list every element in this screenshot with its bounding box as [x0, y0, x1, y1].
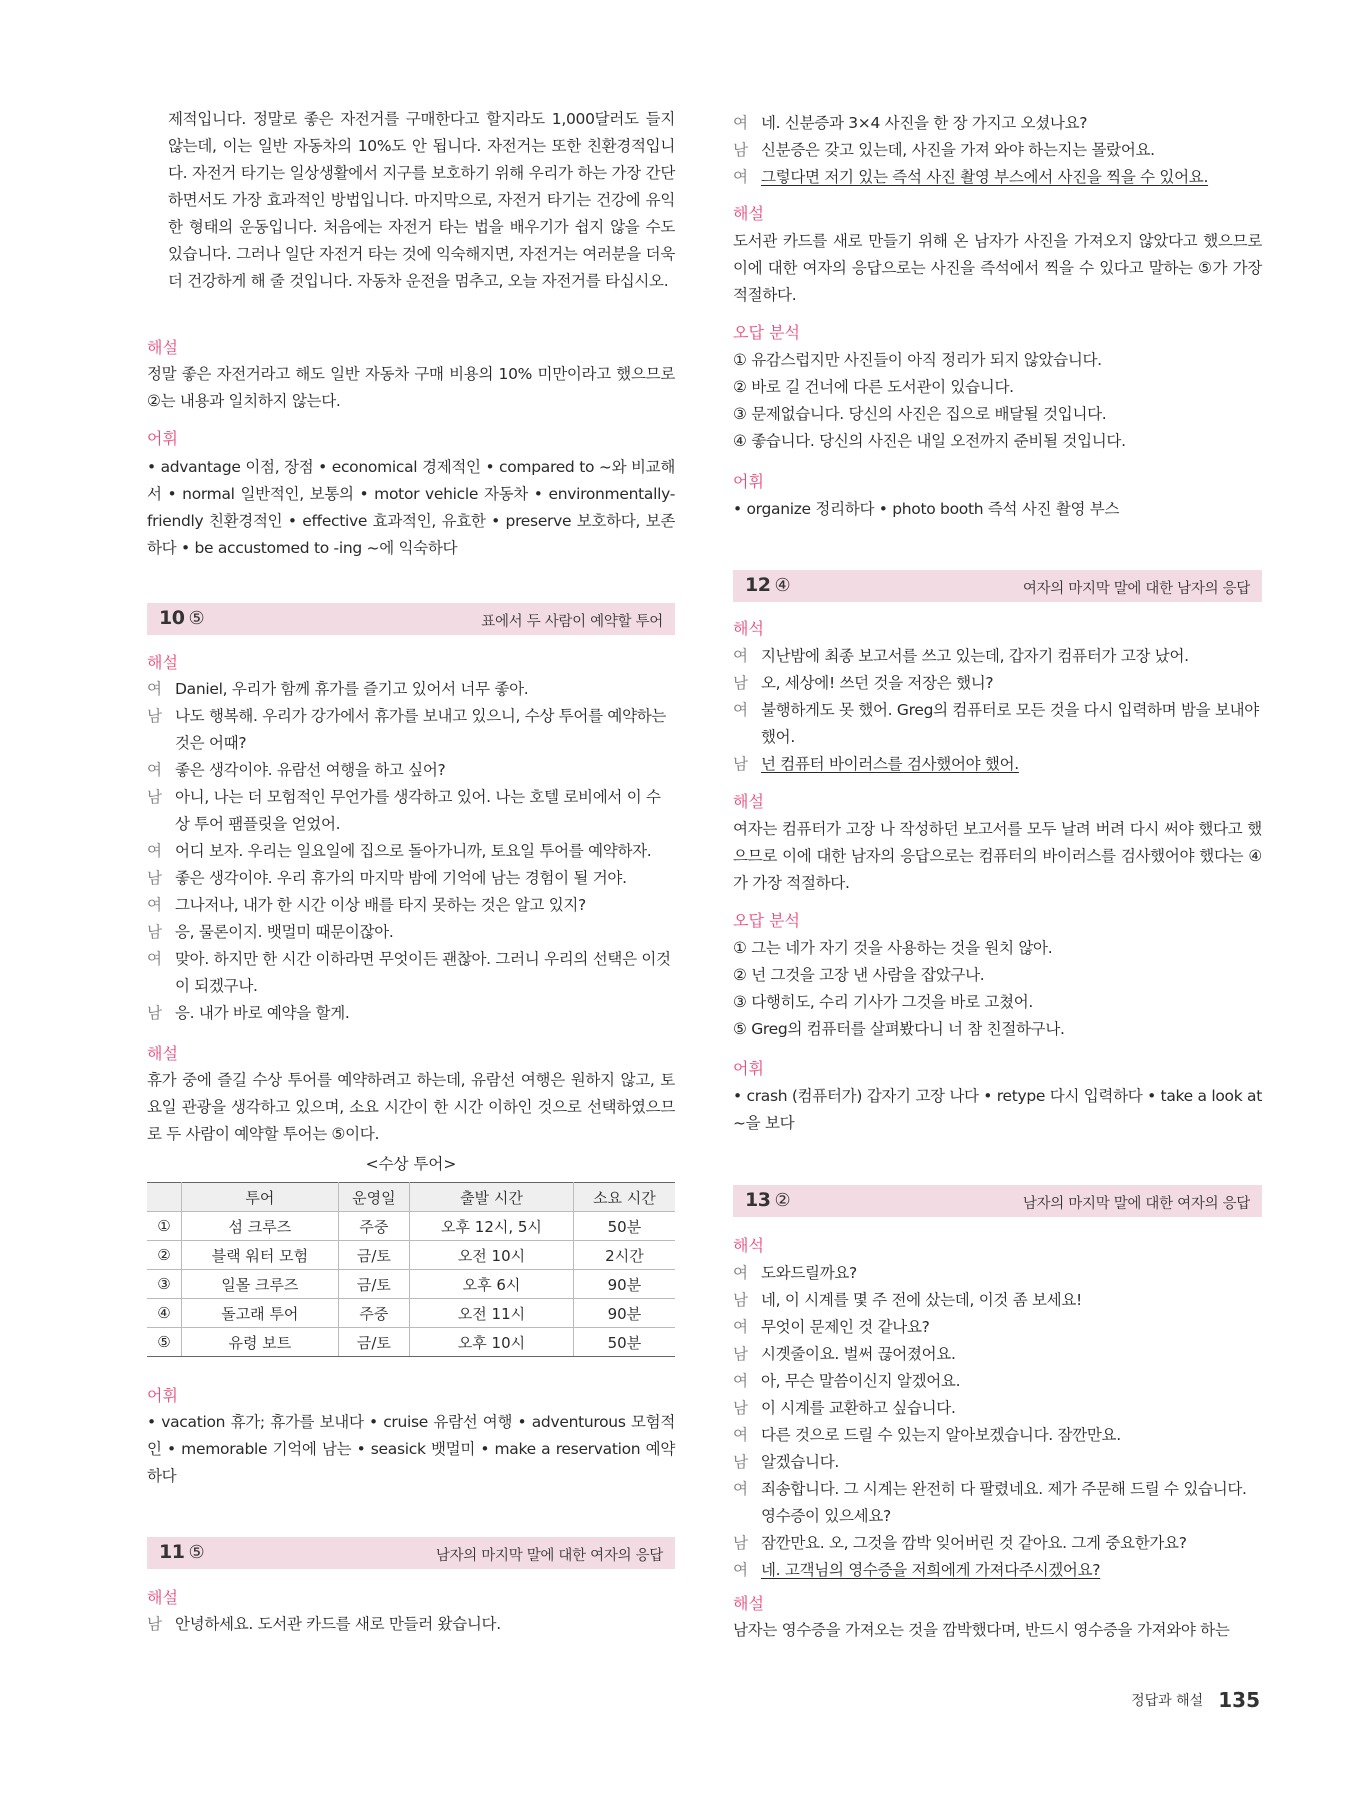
speaker-label: 여 [733, 1264, 748, 1282]
q12-header-bar [733, 570, 1262, 602]
q9-explain-text: 정말 좋은 자전거라고 해도 일반 자동차 구매 비용의 10% 미만이라고 했으므로 ②는 내용과 일치하지 않는다. [147, 365, 675, 410]
q9-explain-heading: 해설 [147, 338, 178, 357]
dialogue-line [733, 1314, 1262, 1341]
speaker-label: 여 [147, 950, 162, 968]
speaker-label: 남 [147, 923, 162, 941]
tour-table-cell: 일몰 크루즈 [182, 1270, 339, 1299]
dialogue-text: 신분증은 갖고 있는데, 사진을 가져 와야 하는지는 몰랐어요. [761, 141, 1155, 159]
q12-wrong-options [733, 935, 1262, 1043]
tour-table-cell: 오전 11시 [410, 1299, 574, 1328]
tour-table-row [147, 1299, 675, 1328]
speaker-label: 여 [733, 1480, 748, 1498]
dialogue-line [147, 946, 675, 1000]
dialogue-line [733, 643, 1262, 670]
speaker-label: 남 [733, 755, 748, 773]
speaker-label: 남 [733, 1453, 748, 1471]
dialogue-line [733, 1395, 1262, 1422]
tour-table-cell: 금/토 [338, 1328, 409, 1357]
q9-vocab-heading: 어휘 [147, 429, 178, 448]
tour-table-body [147, 1212, 675, 1357]
q11-wrong-heading: 오답 분석 [733, 323, 800, 342]
speaker-label: 여 [733, 647, 748, 665]
q11-vocab-heading: 어휘 [733, 472, 764, 491]
q11-topic: 남자의 마지막 말에 대한 여자의 응답 [435, 1548, 663, 1564]
dialogue-text: 좋은 생각이야. 우리 휴가의 마지막 밤에 기억에 남는 경험이 될 거야. [175, 869, 627, 887]
tour-table-row [147, 1212, 675, 1241]
dialogue-line [733, 1368, 1262, 1395]
dialogue-line [147, 757, 675, 784]
tour-table-row [147, 1241, 675, 1270]
tour-table-cell: 오후 6시 [410, 1270, 574, 1299]
tour-table-cell: 2시간 [573, 1241, 675, 1270]
tour-table-header: 운영일 [338, 1183, 409, 1212]
dialogue-line [733, 137, 1262, 164]
dialogue-line [147, 1000, 675, 1027]
q10-vocab-text: • vacation 휴가; 휴가를 보내다 • cruise 유람선 여행 • adventurous 모험적인 • memorable 기억에 남는 • seasick 뱃멀미 • make a reservation 예약하다 [147, 1413, 675, 1485]
dialogue-text: 도와드릴까요? [761, 1264, 857, 1282]
page-number: 135 [1218, 1688, 1260, 1712]
q11-translation-heading: 해설 [147, 1588, 178, 1607]
dialogue-text: 그렇다면 저기 있는 즉석 사진 촬영 부스에서 사진을 찍을 수 있어요. [761, 168, 1209, 186]
tour-table-cell: ⑤ [147, 1328, 182, 1357]
speaker-label: 여 [733, 168, 748, 186]
dialogue-text: Daniel, 우리가 함께 휴가를 즐기고 있어서 너무 좋아. [175, 680, 529, 698]
dialogue-line [147, 784, 675, 838]
q10-answer: ⑤ [188, 608, 205, 629]
tour-table-cell: 50분 [573, 1212, 675, 1241]
q10-number: 10 ⑤ [159, 607, 205, 629]
speaker-label: 남 [147, 707, 162, 725]
intro-paragraph: 제적입니다. 정말로 좋은 자전거를 구매한다고 할지라도 1,000달러도 들지 않는데, 이는 일반 자동차의 10%도 안 됩니다. 자전거는 또한 친환경적입니다. 자전거 타기는 일상생활에서 지구를 보호하기 위해 우리가 하는 가장 간단하면서도 가장 효과적인 방법입니다. 마지막으로, 자전거 타기는 건강에 유익한 형태의 운동입니다. 처음에는 자전거 타는 법을 배우기가 쉽지 않을 수도 있습니다. 그러나 일단 자전거 타는 것에 익숙해지면, 자전거는 여러분을 더욱더 건강하게 해 줄 것입니다. 자동차 운전을 멈추고, 오늘 자전거를 타십시오. [168, 110, 675, 290]
dialogue-line [733, 1449, 1262, 1476]
tour-table [147, 1182, 675, 1357]
speaker-label: 남 [733, 1534, 748, 1552]
q9-vocab-text: • advantage 이점, 장점 • economical 경제적인 • compared to ~와 비교해서 • normal 일반적인, 보통의 • motor vehicle 자동차 • environmentally-friendly 친환경적인 • effective 효과적인, 유효한 • preserve 보호하다, 보존하다 • be accustomed to -ing ~에 익숙하다 [147, 458, 675, 557]
speaker-label: 남 [733, 1399, 748, 1417]
speaker-label: 여 [733, 701, 748, 719]
wrong-option: ⑤ Greg의 컴퓨터를 살펴봤다니 너 참 친절하구나. [733, 1020, 1065, 1038]
q10-vocab-heading: 어휘 [147, 1386, 178, 1405]
dialogue-text: 네. 고객님의 영수증을 저희에게 가져다주시겠어요? [761, 1561, 1101, 1579]
q11-explain-heading: 해설 [733, 204, 764, 223]
q12-vocab-text: • crash (컴퓨터가) 갑자기 고장 나다 • retype 다시 입력하다 • take a look at ~을 보다 [733, 1087, 1262, 1132]
wrong-option: ② 바로 길 건너에 다른 도서관이 있습니다. [733, 378, 1014, 396]
dialogue-line [733, 1557, 1262, 1584]
speaker-label: 여 [733, 1426, 748, 1444]
dialogue-line [733, 110, 1262, 137]
q10-translation-heading: 해설 [147, 653, 178, 672]
q11-dialogue [147, 1611, 675, 1638]
dialogue-text: 응. 내가 바로 예약을 할게. [175, 1004, 350, 1022]
speaker-label: 여 [733, 1318, 748, 1336]
speaker-label: 남 [147, 869, 162, 887]
wrong-option: ③ 문제없습니다. 당신의 사진은 집으로 배달될 것입니다. [733, 405, 1107, 423]
q13-answer: ② [774, 1190, 791, 1211]
tour-table-cell: 오후 12시, 5시 [410, 1212, 574, 1241]
tour-table-cell: ② [147, 1241, 182, 1270]
tour-table-caption: <수상 투어> [365, 1155, 457, 1173]
dialogue-line [733, 1476, 1262, 1530]
wrong-option: ① 유감스럽지만 사진들이 아직 정리가 되지 않았습니다. [733, 351, 1102, 369]
dialogue-line [733, 670, 1262, 697]
q12-wrong-heading: 오답 분석 [733, 911, 800, 930]
dialogue-text: 넌 컴퓨터 바이러스를 검사했어야 했어. [761, 755, 1019, 773]
q11-wrong-options [733, 347, 1262, 455]
speaker-label: 여 [147, 680, 162, 698]
q10-header-bar [147, 603, 675, 635]
q10-dialogue [147, 676, 675, 1027]
q12-translation-heading: 해석 [733, 619, 764, 638]
dialogue-text: 나도 행복해. 우리가 강가에서 휴가를 보내고 있으니, 수상 투어를 예약하는 것은 어때? [175, 707, 667, 752]
speaker-label: 여 [147, 761, 162, 779]
dialogue-text: 좋은 생각이야. 유람선 여행을 하고 싶어? [175, 761, 446, 779]
dialogue-line [147, 838, 675, 865]
dialogue-text: 맞아. 하지만 한 시간 이하라면 무엇이든 괜찮아. 그러니 우리의 선택은 이것이 되겠구나. [175, 950, 671, 995]
q13-explain-heading: 해설 [733, 1594, 764, 1613]
speaker-label: 여 [147, 842, 162, 860]
page-footer [1130, 1688, 1260, 1712]
q12-explain-heading: 해설 [733, 792, 764, 811]
dialogue-text: 알겠습니다. [761, 1453, 839, 1471]
speaker-label: 남 [147, 1615, 162, 1633]
tour-table-header: 출발 시간 [410, 1183, 574, 1212]
speaker-label: 남 [733, 1291, 748, 1309]
tour-table-header: 투어 [182, 1183, 339, 1212]
q12-answer: ④ [774, 575, 791, 596]
tour-table-cell: 주중 [338, 1299, 409, 1328]
dialogue-line [147, 703, 675, 757]
tour-table-cell: 블랙 워터 모험 [182, 1241, 339, 1270]
dialogue-line [733, 1422, 1262, 1449]
wrong-option: ① 그는 네가 자기 것을 사용하는 것을 원치 않아. [733, 939, 1053, 957]
dialogue-line [147, 1611, 675, 1638]
dialogue-text: 안녕하세요. 도서관 카드를 새로 만들러 왔습니다. [175, 1615, 501, 1633]
speaker-label: 여 [147, 896, 162, 914]
tour-table-cell: 유령 보트 [182, 1328, 339, 1357]
tour-table-header-row [147, 1183, 675, 1212]
tour-table-cell: 90분 [573, 1270, 675, 1299]
tour-table-row [147, 1328, 675, 1357]
dialogue-line [733, 1530, 1262, 1557]
q12-number: 12 ④ [745, 574, 791, 596]
dialogue-text: 네. 신분증과 3×4 사진을 한 장 가지고 오셨나요? [761, 114, 1088, 132]
dialogue-text: 이 시계를 교환하고 싶습니다. [761, 1399, 956, 1417]
dialogue-text: 아, 무슨 말씀이신지 알겠어요. [761, 1372, 961, 1390]
speaker-label: 남 [147, 788, 162, 806]
wrong-option: ④ 좋습니다. 당신의 사진은 내일 오전까지 준비될 것입니다. [733, 432, 1126, 450]
dialogue-text: 네, 이 시계를 몇 주 전에 샀는데, 이것 좀 보세요! [761, 1291, 1082, 1309]
tour-table-cell: ③ [147, 1270, 182, 1299]
tour-table-row [147, 1270, 675, 1299]
dialogue-text: 잠깐만요. 오, 그것을 깜박 잊어버린 것 같아요. 그게 중요한가요? [761, 1534, 1187, 1552]
tour-table-cell: 주중 [338, 1212, 409, 1241]
dialogue-text: 어디 보자. 우리는 일요일에 집으로 돌아가니까, 토요일 투어를 예약하자. [175, 842, 652, 860]
dialogue-text: 그나저나, 내가 한 시간 이상 배를 타지 못하는 것은 알고 있지? [175, 896, 586, 914]
tour-table-cell: 금/토 [338, 1241, 409, 1270]
dialogue-text: 응, 물론이지. 뱃멀미 때문이잖아. [175, 923, 394, 941]
wrong-option: ② 넌 그것을 고장 낸 사람을 잡았구나. [733, 966, 985, 984]
dialogue-text: 불행하게도 못 했어. Greg의 컴퓨터로 모든 것을 다시 입력하며 밤을 보내야 했어. [761, 701, 1259, 746]
dialogue-line [733, 1287, 1262, 1314]
dialogue-text: 죄송합니다. 그 시계는 완전히 다 팔렸네요. 제가 주문해 드릴 수 있습니다. 영수증이 있으세요? [761, 1480, 1247, 1525]
q13-topic: 남자의 마지막 말에 대한 여자의 응답 [1022, 1196, 1250, 1212]
dialogue-text: 시곗줄이요. 벌써 끊어졌어요. [761, 1345, 956, 1363]
q11-vocab-text: • organize 정리하다 • photo booth 즉석 사진 촬영 부스 [733, 500, 1120, 518]
speaker-label: 남 [733, 674, 748, 692]
dialogue-line [147, 892, 675, 919]
dialogue-line [733, 751, 1262, 778]
tour-table-header: 소요 시간 [573, 1183, 675, 1212]
dialogue-line [733, 697, 1262, 751]
tour-table-cell: 섬 크루즈 [182, 1212, 339, 1241]
tour-table-cell: 돌고래 투어 [182, 1299, 339, 1328]
dialogue-text: 아니, 나는 더 모험적인 무언가를 생각하고 있어. 나는 호텔 로비에서 이 수상 투어 팸플릿을 얻었어. [175, 788, 661, 833]
dialogue-line [733, 1260, 1262, 1287]
q11-dialogue-continued [733, 110, 1262, 191]
q11-header-bar [147, 1537, 675, 1569]
dialogue-line [147, 865, 675, 892]
speaker-label: 여 [733, 1561, 748, 1579]
dialogue-line [147, 676, 675, 703]
dialogue-line [733, 164, 1262, 191]
dialogue-line [147, 919, 675, 946]
q10-topic: 표에서 두 사람이 예약할 투어 [481, 614, 663, 630]
tour-table-cell: ④ [147, 1299, 182, 1328]
tour-table-cell: 90분 [573, 1299, 675, 1328]
speaker-label: 남 [147, 1004, 162, 1022]
q12-explain-text: 여자는 컴퓨터가 고장 나 작성하던 보고서를 모두 날려 버려 다시 써야 했다고 했으므로 이에 대한 남자의 응답으로는 컴퓨터의 바이러스를 검사했어야 했다는 ④가 가장 적절하다. [733, 820, 1262, 892]
q12-vocab-heading: 어휘 [733, 1059, 764, 1078]
tour-table-cell: 오후 10시 [410, 1328, 574, 1357]
speaker-label: 남 [733, 1345, 748, 1363]
q10-explain-heading: 해설 [147, 1044, 178, 1063]
speaker-label: 여 [733, 114, 748, 132]
q11-answer: ⑤ [188, 1542, 205, 1563]
q11-number: 11 ⑤ [159, 1541, 205, 1563]
wrong-option: ③ 다행히도, 수리 기사가 그것을 바로 고쳤어. [733, 993, 1034, 1011]
speaker-label: 여 [733, 1372, 748, 1390]
q13-header-bar [733, 1185, 1262, 1217]
q11-explain-text: 도서관 카드를 새로 만들기 위해 온 남자가 사진을 가져오지 않았다고 했으므로 이에 대한 여자의 응답으로는 사진을 즉석에서 찍을 수 있다고 말하는 ⑤가 가장 적절하다. [733, 232, 1262, 304]
speaker-label: 남 [733, 141, 748, 159]
q13-number: 13 ② [745, 1189, 791, 1211]
q13-dialogue [733, 1260, 1262, 1584]
tour-table-cell: 50분 [573, 1328, 675, 1357]
tour-table-cell: ① [147, 1212, 182, 1241]
q12-topic: 여자의 마지막 말에 대한 남자의 응답 [1022, 581, 1250, 597]
tour-table-cell: 금/토 [338, 1270, 409, 1299]
dialogue-line [733, 1341, 1262, 1368]
dialogue-text: 다른 것으로 드릴 수 있는지 알아보겠습니다. 잠깐만요. [761, 1426, 1121, 1444]
q10-explain-text: 휴가 중에 즐길 수상 투어를 예약하려고 하는데, 유람선 여행은 원하지 않고, 토요일 관광을 생각하고 있으며, 소요 시간이 한 시간 이하인 것으로 선택하였으므로 두 사람이 예약할 투어는 ⑤이다. [147, 1071, 675, 1143]
dialogue-text: 지난밤에 최종 보고서를 쓰고 있는데, 갑자기 컴퓨터가 고장 났어. [761, 647, 1189, 665]
tour-table-header [147, 1183, 182, 1212]
q13-translation-heading: 해석 [733, 1236, 764, 1255]
q13-explain-text: 남자는 영수증을 가져오는 것을 깜박했다며, 반드시 영수증을 가져와야 하는 [733, 1621, 1230, 1639]
dialogue-text: 오, 세상에! 쓰던 것을 저장은 했니? [761, 674, 994, 692]
q12-dialogue [733, 643, 1262, 778]
tour-table-cell: 오전 10시 [410, 1241, 574, 1270]
footer-label: 정답과 해설 [1131, 1693, 1204, 1709]
dialogue-text: 무엇이 문제인 것 같나요? [761, 1318, 930, 1336]
